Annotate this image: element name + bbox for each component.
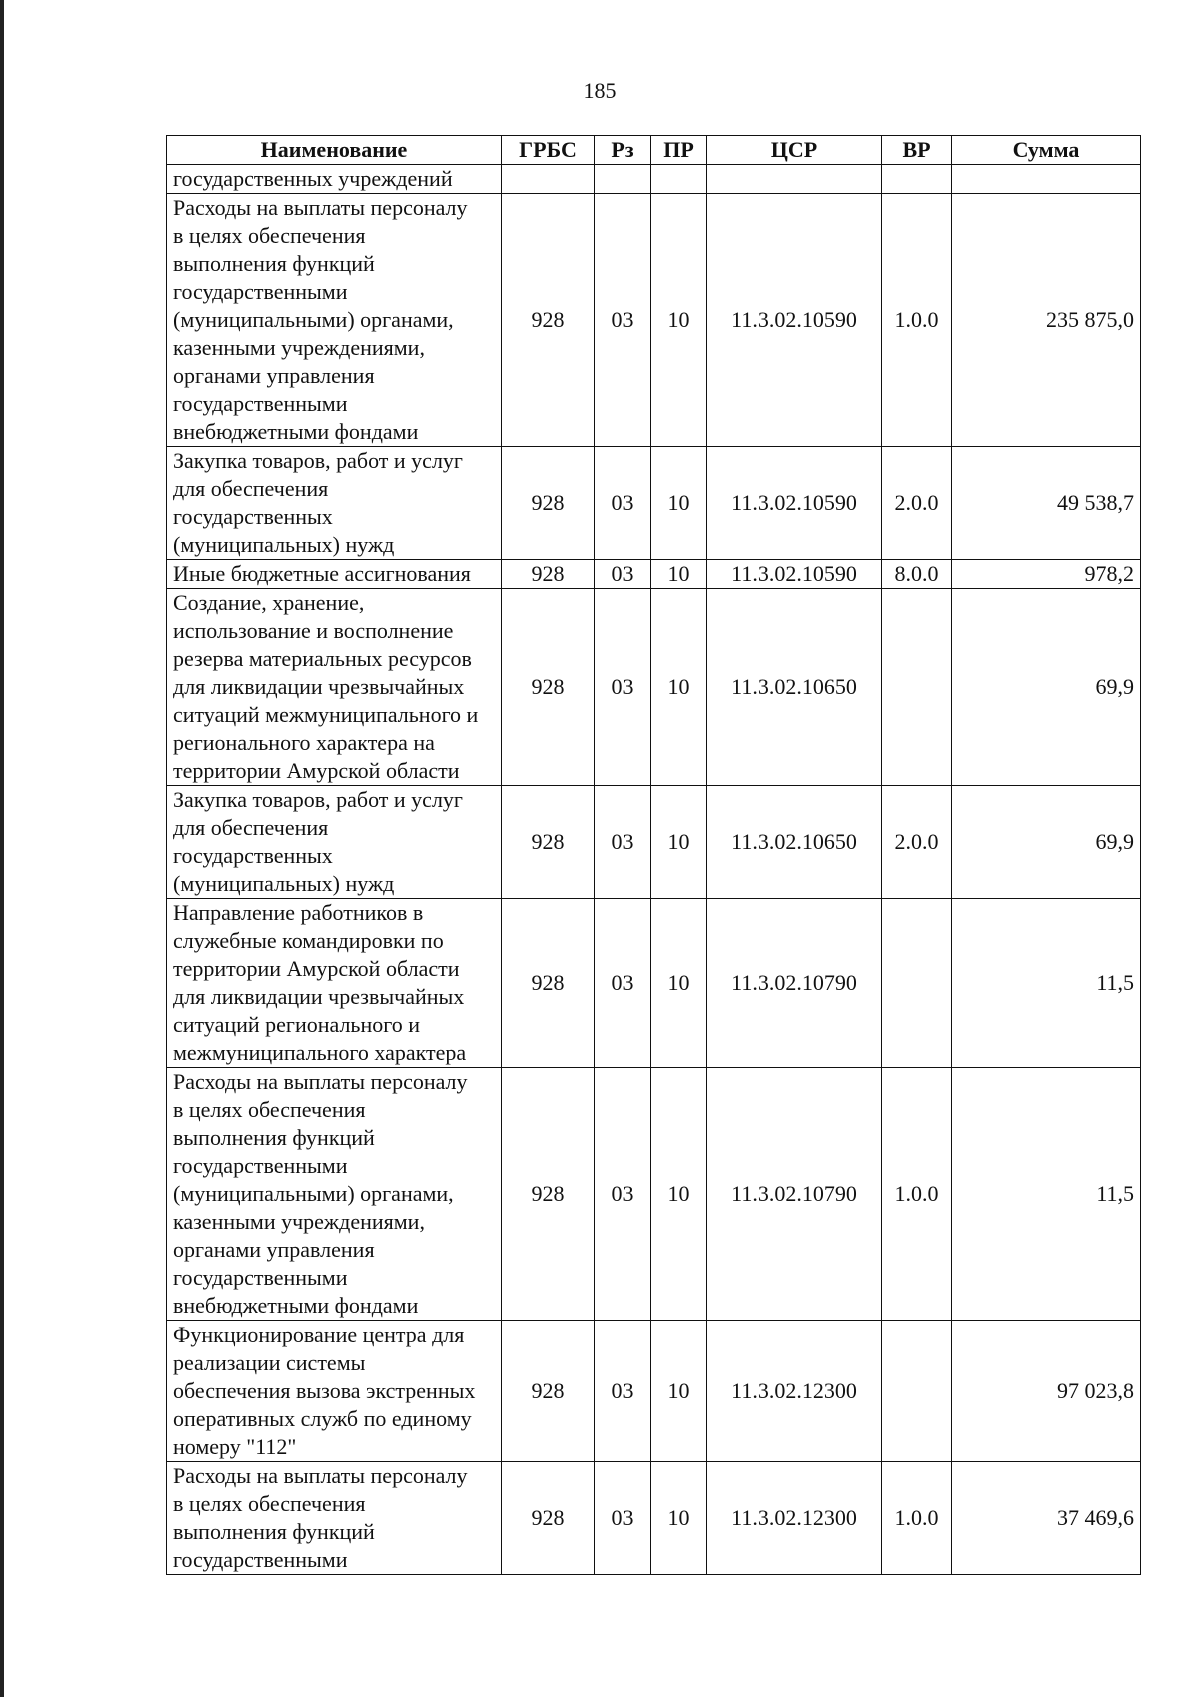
cell-name: Функционирование центра для реализации системы обеспечения вызова экстренных оперативных служб по единому номеру "112"	[167, 1321, 502, 1462]
cell-grbs: 928	[502, 1462, 595, 1575]
cell-pr: 10	[651, 560, 707, 589]
cell-vr: 8.0.0	[882, 560, 952, 589]
cell-pr: 10	[651, 589, 707, 786]
cell-rz: 03	[595, 786, 651, 899]
cell-grbs: 928	[502, 447, 595, 560]
cell-vr: 2.0.0	[882, 786, 952, 899]
header-pr: ПР	[651, 136, 707, 165]
cell-sum: 37 469,6	[952, 1462, 1141, 1575]
cell-pr: 10	[651, 899, 707, 1068]
cell-vr: 1.0.0	[882, 1068, 952, 1321]
cell-pr: 10	[651, 194, 707, 447]
cell-name: Иные бюджетные ассигнования	[167, 560, 502, 589]
cell-grbs: 928	[502, 589, 595, 786]
cell-vr	[882, 899, 952, 1068]
header-rz: Рз	[595, 136, 651, 165]
cell-sum: 97 023,8	[952, 1321, 1141, 1462]
header-sum: Сумма	[952, 136, 1141, 165]
cell-csr: 11.3.02.10590	[707, 447, 882, 560]
cell-sum: 11,5	[952, 899, 1141, 1068]
cell-vr: 2.0.0	[882, 447, 952, 560]
header-grbs: ГРБС	[502, 136, 595, 165]
cell-vr: 1.0.0	[882, 1462, 952, 1575]
header-vr: ВР	[882, 136, 952, 165]
scan-left-edge	[0, 0, 4, 1697]
cell-sum: 69,9	[952, 589, 1141, 786]
cell-sum: 11,5	[952, 1068, 1141, 1321]
cell-pr: 10	[651, 447, 707, 560]
table-row	[167, 560, 1141, 589]
cell-name: Расходы на выплаты персоналу в целях обеспечения выполнения функций государственными (муниципальными) органами, казенными учреждениями, органами управления государственными внебюджетными фондами	[167, 1068, 502, 1321]
table-row	[167, 1068, 1141, 1321]
cell-name: Направление работников в служебные командировки по территории Амурской области для ликвидации чрезвычайных ситуаций регионального и межмуниципального характера	[167, 899, 502, 1068]
cell-name: Закупка товаров, работ и услуг для обеспечения государственных (муниципальных) нужд	[167, 447, 502, 560]
cell-name: Расходы на выплаты персоналу в целях обеспечения выполнения функций государственными	[167, 1462, 502, 1575]
header-name: Наименование	[167, 136, 502, 165]
cell-name: Расходы на выплаты персоналу в целях обеспечения выполнения функций государственными (муниципальными) органами, казенными учреждениями, органами управления государственными внебюджетными фондами	[167, 194, 502, 447]
table-row	[167, 447, 1141, 560]
cell-grbs: 928	[502, 1321, 595, 1462]
cell-rz: 03	[595, 589, 651, 786]
cell-grbs: 928	[502, 1068, 595, 1321]
cell-vr: 1.0.0	[882, 194, 952, 447]
page-number: 185	[583, 78, 617, 103]
cell-csr: 11.3.02.10650	[707, 589, 882, 786]
cell-sum: 69,9	[952, 786, 1141, 899]
cell-name: Закупка товаров, работ и услуг для обеспечения государственных (муниципальных) нужд	[167, 786, 502, 899]
table-row	[167, 589, 1141, 786]
cell-rz: 03	[595, 194, 651, 447]
cell-csr: 11.3.02.10790	[707, 899, 882, 1068]
table-row	[167, 786, 1141, 899]
cell-pr: 10	[651, 1068, 707, 1321]
cell-rz: 03	[595, 1462, 651, 1575]
cell-csr: 11.3.02.10590	[707, 194, 882, 447]
cell-pr: 10	[651, 786, 707, 899]
cell-grbs: 928	[502, 194, 595, 447]
cell-grbs	[502, 165, 595, 194]
header-csr: ЦСР	[707, 136, 882, 165]
cell-grbs: 928	[502, 560, 595, 589]
cell-vr	[882, 589, 952, 786]
table-row	[167, 899, 1141, 1068]
cell-vr	[882, 165, 952, 194]
cell-sum: 235 875,0	[952, 194, 1141, 447]
cell-grbs: 928	[502, 899, 595, 1068]
cell-pr	[651, 165, 707, 194]
cell-vr	[882, 1321, 952, 1462]
budget-table	[166, 135, 1141, 1575]
cell-pr: 10	[651, 1462, 707, 1575]
cell-pr: 10	[651, 1321, 707, 1462]
cell-csr: 11.3.02.10790	[707, 1068, 882, 1321]
cell-csr: 11.3.02.10650	[707, 786, 882, 899]
cell-rz	[595, 165, 651, 194]
cell-sum	[952, 165, 1141, 194]
cell-rz: 03	[595, 1068, 651, 1321]
cell-rz: 03	[595, 560, 651, 589]
cell-csr	[707, 165, 882, 194]
cell-csr: 11.3.02.12300	[707, 1321, 882, 1462]
cell-rz: 03	[595, 899, 651, 1068]
table-row	[167, 165, 1141, 194]
cell-name: государственных учреждений	[167, 165, 502, 194]
cell-sum: 978,2	[952, 560, 1141, 589]
cell-rz: 03	[595, 1321, 651, 1462]
cell-sum: 49 538,7	[952, 447, 1141, 560]
cell-csr: 11.3.02.10590	[707, 560, 882, 589]
cell-rz: 03	[595, 447, 651, 560]
table-row	[167, 1321, 1141, 1462]
cell-grbs: 928	[502, 786, 595, 899]
table-header-row	[167, 136, 1141, 165]
cell-csr: 11.3.02.12300	[707, 1462, 882, 1575]
table-row	[167, 194, 1141, 447]
cell-name: Создание, хранение, использование и восполнение резерва материальных ресурсов для ликвидации чрезвычайных ситуаций межмуниципального и регионального характера на территории Амурской области	[167, 589, 502, 786]
table-row	[167, 1462, 1141, 1575]
